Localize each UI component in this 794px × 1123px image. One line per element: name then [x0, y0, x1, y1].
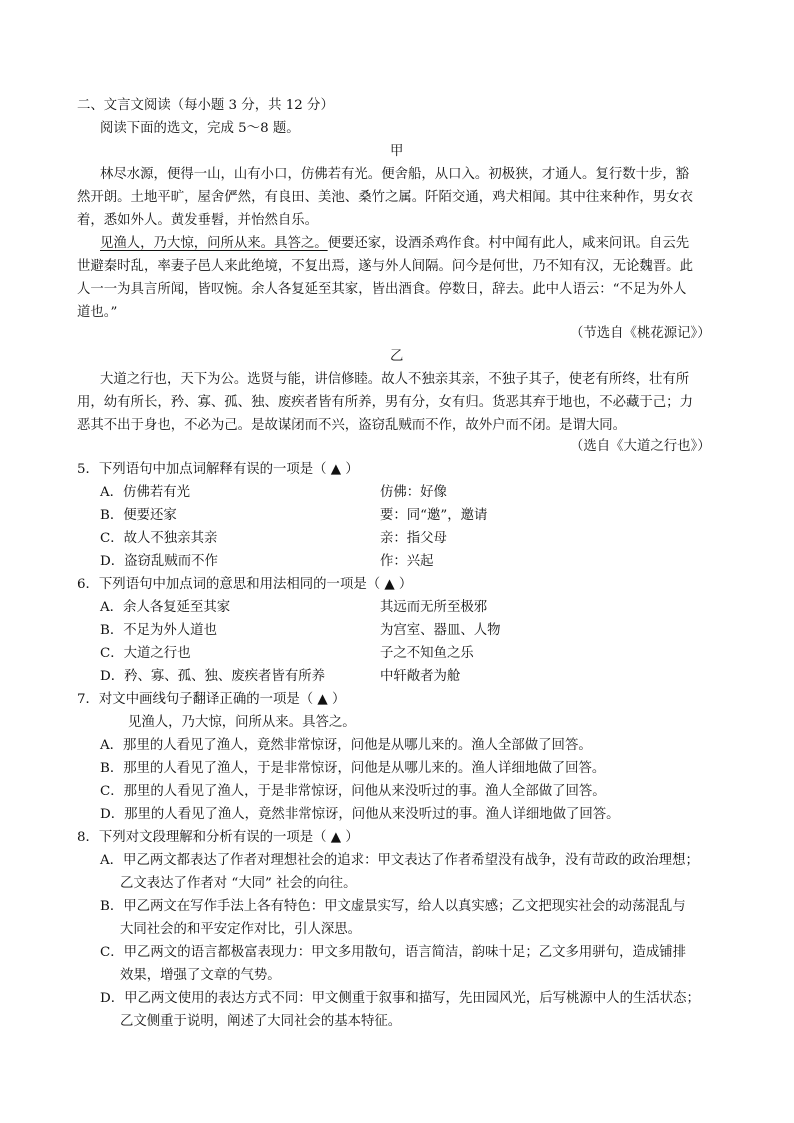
q5-option-c: C．故人不独亲其亲	[100, 531, 218, 546]
q6-option-a-compare: 其远而无所至极邪	[380, 600, 488, 615]
passage-a-line: 着，悉如外人。黄发垂髫，并怡然自乐。	[77, 213, 319, 228]
q5-option-d: D．盗窃乱贼而不作	[100, 554, 218, 569]
q8-stem: 8．下列对文段理解和分析有误的一项是（ ▲ ）	[77, 830, 359, 845]
q7-option-c: C．那里的人看见了渔人，于是非常惊讶，问他从来没听过的事。渔人全部做了回答。	[100, 784, 606, 799]
q5-option-a: A．仿佛若有光	[100, 485, 191, 500]
underlined-sentence: 见渔人，乃大惊，问所从来。具答之。	[100, 236, 328, 251]
passage-b-source: （选自《大道之行也》）	[570, 439, 711, 454]
q5-option-d-gloss: 作：兴起	[380, 554, 434, 569]
passage-a-label: 甲	[390, 144, 404, 159]
q7-option-b: B．那里的人看见了渔人，于是非常惊讶，问他是从哪儿来的。渔人详细地做了回答。	[100, 761, 606, 776]
q8-option-b: B．甲乙两文在写作手法上各有特色：甲文虚景实写，给人以真实感；乙文把现实社会的动荡混乱与	[100, 899, 686, 914]
q6-stem: 6．下列语句中加点词的意思和用法相同的一项是（ ▲ ）	[77, 577, 413, 592]
q8-option-a: A．甲乙两文都表达了作者对理想社会的追求：甲文表达了作者希望没有战争，没有苛政的政治理想；	[100, 853, 699, 868]
passage-b-label: 乙	[390, 349, 404, 364]
q8-option-b-cont: 大同社会的和平安定作对比，引人深思。	[120, 922, 362, 937]
q8-option-a-cont: 乙文表达了作者对 “大同” 社会的向往。	[120, 876, 357, 891]
q7-quote: 见渔人，乃大惊，问所从来。具答之。	[128, 715, 356, 730]
section-heading: 二、文言文阅读（每小题 3 分，共 12 分）	[77, 98, 334, 113]
q6-option-c: C．大道之行也	[100, 646, 191, 661]
q6-option-d-compare: 中轩敞者为舱	[380, 669, 461, 684]
q8-option-c-cont: 效果，增强了文章的气势。	[120, 968, 281, 983]
q6-option-b-compare: 为宫室、器皿、人物	[380, 623, 501, 638]
q7-option-a: A．那里的人看见了渔人，竟然非常惊讶，问他是从哪儿来的。渔人全部做了回答。	[100, 738, 592, 753]
q5-option-b: B．便要还家	[100, 508, 177, 523]
q6-option-b: B．不足为外人道也	[100, 623, 217, 638]
passage-a-line: 然开朗。土地平旷，屋舍俨然，有良田、美池、桑竹之属。阡陌交通，鸡犬相闻。其中往来种作，男女衣	[77, 190, 693, 205]
passage-a-continuation: 便要还家，设酒杀鸡作食。村中闻有此人，咸来问讯。自云先	[327, 236, 690, 251]
q5-stem: 5．下列语句中加点词解释有误的一项是（ ▲ ）	[77, 462, 359, 477]
passage-a-line: 林尽水源，便得一山，山有小口，仿佛若有光。便舍船，从口入。初极狭，才通人。复行数十步，豁	[100, 167, 690, 182]
passage-b-line: 大道之行也，天下为公。选贤与能，讲信修睦。故人不独亲其亲，不独子其子，使老有所终，壮有所	[100, 372, 690, 387]
q7-stem: 7．对文中画线句子翻译正确的一项是（ ▲ ）	[77, 692, 346, 707]
q6-option-a: A．余人各复延至其家	[100, 600, 231, 615]
passage-a-source: （节选自《桃花源记》）	[570, 326, 711, 341]
passage-b-line: 用，幼有所长，矜、寡、孤、独、废疾者皆有所养，男有分，女有归。货恶其弃于地也，不必藏于己；力	[77, 395, 693, 410]
q7-option-d: D．那里的人看见了渔人，竟然非常惊讶，问他从来没听过的事。渔人详细地做了回答。	[100, 807, 620, 822]
q6-option-d: D．矜、寡、孤、独、废疾者皆有所养	[100, 669, 325, 684]
q8-option-c: C．甲乙两文的语言都极富表现力：甲文多用散句，语言简洁，韵味十足；乙文多用骈句，造成铺排	[100, 945, 687, 960]
passage-a-line: 道也。”	[77, 305, 118, 320]
passage-a-line: 世避秦时乱，率妻子邑人来此绝境，不复出焉，遂与外人间隔。问今是何世，乃不知有汉，无论魏晋。此	[77, 259, 693, 274]
passage-a-line: 人一一为具言所闻，皆叹惋。余人各复延至其家，皆出酒食。停数日，辞去。此中人语云：“不足为外人	[77, 282, 687, 297]
section-instruction: 阅读下面的选文，完成 5～8 题。	[100, 121, 300, 136]
passage-a-line-underlined	[100, 234, 689, 254]
passage-b-line: 恶其不出于身也，不必为己。是故谋闭而不兴，盗窃乱贼而不作，故外户而不闭。是谓大同。	[77, 418, 627, 433]
q8-option-d: D．甲乙两文使用的表达方式不同：甲文侧重于叙事和描写，先田园风光，后写桃源中人的生活状态；	[100, 991, 700, 1006]
q6-option-c-compare: 子之不知鱼之乐	[380, 646, 474, 661]
q5-option-c-gloss: 亲：指父母	[380, 531, 447, 546]
q5-option-a-gloss: 仿佛：好像	[380, 485, 447, 500]
q8-option-d-cont: 乙文侧重于说明，阐述了大同社会的基本特征。	[120, 1014, 402, 1029]
q5-option-b-gloss: 要：同“邀”，邀请	[380, 508, 488, 523]
